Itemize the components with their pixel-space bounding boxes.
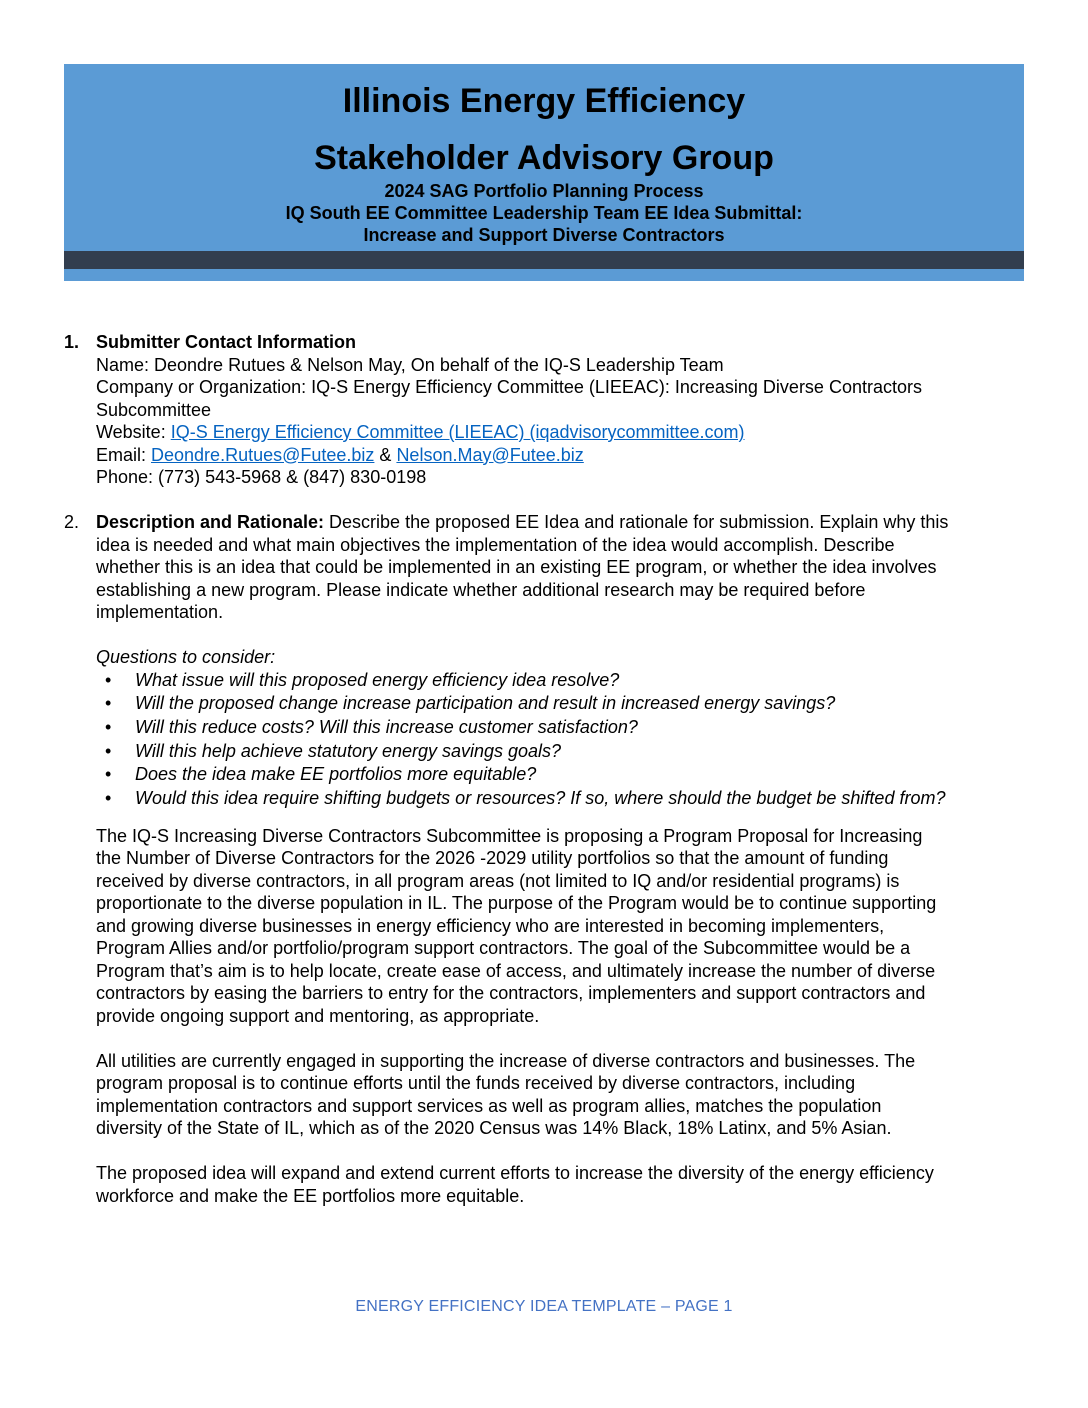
header-band	[64, 64, 1024, 251]
proposal-paragraph: The IQ-S Increasing Diverse Contractors Subcommittee is proposing a Program Proposal for Increasing the Number of Diverse Contractors for the 2026 -2029 utility portfolios so that the amount of funding received by diverse contractors, in all program areas (not limited to IQ and/or residential programs) is proportionate to the diverse population in IL. The purpose of the Program would be to continue supporting and growing diverse businesses in energy efficiency who are interested in becoming implementers, Program Allies and/or portfolio/program support contractors. The goal of the Subcommittee would be a Program that’s aim is to help locate, create ease of access, and ultimately increase the number of diverse contractors by easing the barriers to entry for the contractors, implementers and support contractors and provide ongoing support and mentoring, as appropriate.	[96, 825, 937, 1026]
section-number: 1.	[64, 332, 80, 352]
description-intro-line1: Description and Rationale: Describe the proposed EE Idea and rationale for submission. Explain why this	[96, 512, 949, 532]
document-subtitle-submittal: IQ South EE Committee Leadership Team EE Idea Submittal:	[285, 203, 803, 223]
header-divider-light	[64, 269, 1024, 281]
contact-name: Name: Deondre Rutues & Nelson May, On behalf of the IQ-S Leadership Team	[96, 354, 724, 375]
header-divider-dark	[64, 251, 1024, 269]
section-contact-info	[64, 331, 1026, 489]
email-link-deondre[interactable]: Deondre.Rutues@Futee.biz	[151, 444, 375, 465]
page-footer: ENERGY EFFICIENCY IDEA TEMPLATE – PAGE 1	[355, 1298, 733, 1315]
website-link[interactable]: IQ-S Energy Efficiency Committee (LIEEAC) (iqadvisorycommittee.com)	[170, 422, 745, 442]
contact-organization-cont: Subcommittee	[96, 399, 212, 420]
website-label: Website:	[96, 422, 171, 442]
bullet-icon: •	[105, 669, 112, 690]
section-number: 2.	[64, 512, 80, 532]
document-title-line1: Illinois Energy Efficiency	[342, 82, 746, 120]
document-body	[64, 331, 1026, 1207]
document-subtitle-process: 2024 SAG Portfolio Planning Process	[384, 181, 704, 201]
bullet-icon: •	[105, 716, 112, 737]
conclusion-paragraph: The proposed idea will expand and extend current efforts to increase the diversity of the energy efficiency workforce and make the EE portfolios more equitable.	[96, 1163, 934, 1206]
document-subtitle-topic: Increase and Support Diverse Contractors	[363, 225, 725, 245]
utilities-paragraph: All utilities are currently engaged in supporting the increase of diverse contractors and businesses. The program proposal is to continue efforts until the funds received by diverse contractors, including implementation contractors and support services as well as program allies, matches the population diversity of the State of IL, which as of the 2020 Census was 14% Black, 18% Latinx, and 5% Asian.	[96, 1050, 916, 1139]
section-heading: Description and Rationale:	[96, 512, 325, 532]
question-item: • Does the idea make EE portfolios more equitable?	[105, 764, 537, 785]
questions-list	[96, 669, 1026, 811]
description-intro-line2: idea is needed and what main objectives the implementation of the idea would accomplish. Describe	[96, 534, 895, 555]
questions-label: Questions to consider:	[96, 647, 276, 667]
contact-phone: Phone: (773) 543-5968 & (847) 830-0198	[96, 467, 427, 487]
description-intro-line3: whether this is an idea that could be implemented in an existing EE program, or whether the idea involves	[96, 557, 937, 577]
email-link-nelson[interactable]: Nelson.May@Futee.biz	[396, 444, 584, 465]
bullet-icon: •	[105, 764, 112, 785]
bullet-icon: •	[105, 787, 112, 808]
contact-website-row	[96, 421, 1026, 444]
section-heading: Submitter Contact Information	[96, 332, 356, 352]
bullet-icon: •	[105, 693, 112, 714]
document-title-line2: Stakeholder Advisory Group	[314, 139, 774, 177]
question-item: • Will the proposed change increase participation and result in increased energy savings?	[105, 693, 836, 714]
email-separator: &	[374, 444, 397, 465]
question-item: • Will this help achieve statutory energy savings goals?	[105, 740, 562, 761]
contact-email-row	[96, 444, 1026, 467]
description-intro-line4: establishing a new program. Please indicate whether additional research may be required before	[96, 579, 866, 600]
description-intro-line5: implementation.	[96, 602, 224, 622]
section-description-rationale	[64, 511, 1026, 1207]
email-label: Email:	[96, 444, 152, 465]
question-item: • What issue will this proposed energy efficiency idea resolve?	[105, 669, 620, 690]
question-item: • Would this idea require shifting budgets or resources? If so, where should the budget be shifted from?	[105, 787, 946, 808]
question-item: • Will this reduce costs? Will this increase customer satisfaction?	[105, 716, 638, 737]
bullet-icon: •	[105, 740, 112, 761]
contact-organization: Company or Organization: IQ-S Energy Efficiency Committee (LIEEAC): Increasing Diverse Contractors	[96, 377, 922, 397]
